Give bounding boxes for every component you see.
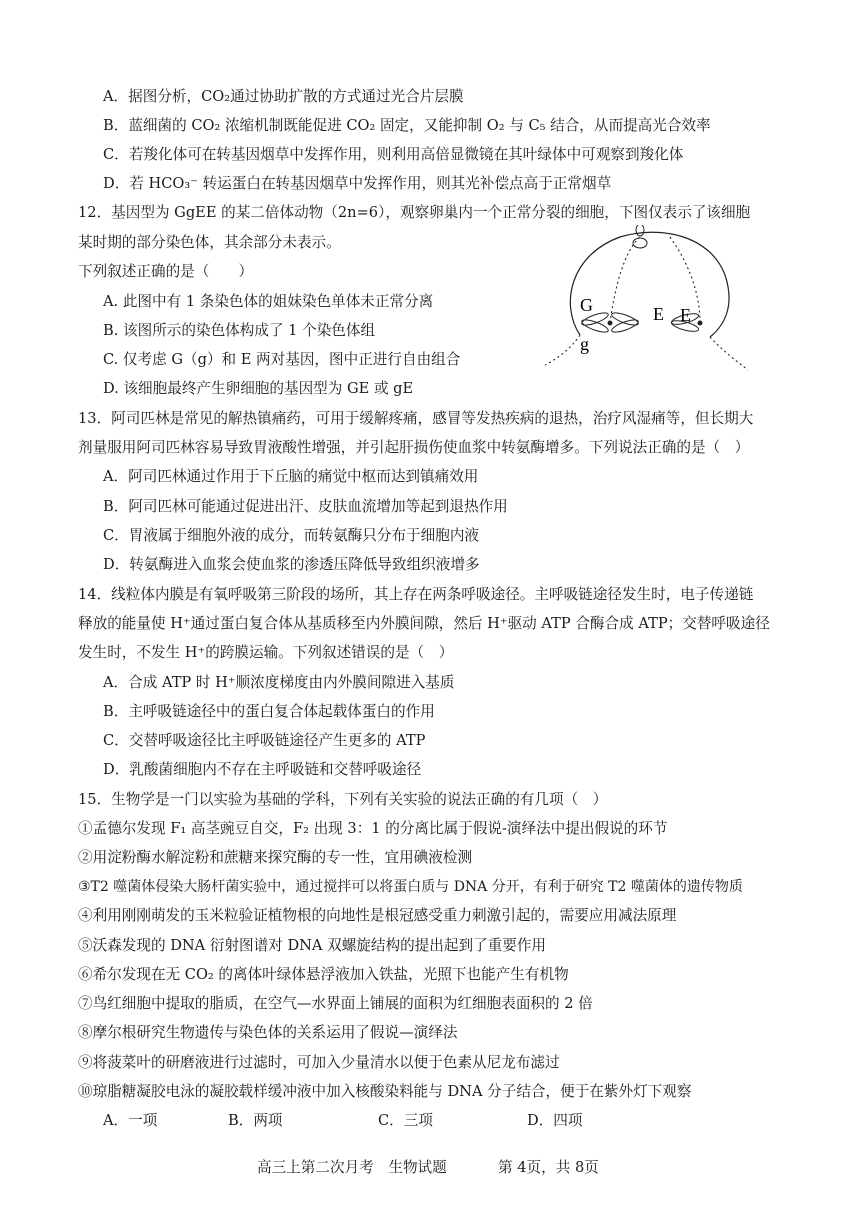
q13-option-d: D．转氨酶进入血浆会使血浆的渗透压降低导致组织液增多 — [103, 556, 480, 573]
q14-option-a: A．合成 ATP 时 H⁺顺浓度梯度由内外膜间隙进入基质 — [103, 674, 455, 691]
q15-item-10: ⑩琼脂糖凝胶电泳的凝胶载样缓冲液中加入核酸染料能与 DNA 分子结合，便于在紫外灯下观察 — [78, 1083, 692, 1100]
gene-label-E2: E — [680, 305, 691, 325]
q11-option-a: A．据图分析，CO₂通过协助扩散的方式通过光合片层膜 — [103, 88, 464, 105]
q12-stem-line-1: 12．基因型为 GgEE 的某二倍体动物（2n=6），观察卵巢内一个正常分裂的细胞，下图仅表示了该细胞 — [78, 204, 751, 221]
q14-option-d: D．乳酸菌细胞内不存在主呼吸链和交替呼吸途径 — [103, 761, 422, 778]
q13-option-b: B．阿司匹林可能通过促进出汗、皮肤血流增加等起到退热作用 — [103, 498, 508, 515]
q15-item-8: ⑧摩尔根研究生物遗传与染色体的关系运用了假说—演绎法 — [78, 1024, 458, 1041]
footer-exam-title: 高三上第二次月考 生物试题 — [257, 1159, 447, 1176]
q11-option-b: B．蓝细菌的 CO₂ 浓缩机制既能促进 CO₂ 固定，又能抑制 O₂ 与 C₅ 结合，从而提高光合效率 — [103, 117, 711, 134]
q15-answer-a: A．一项 — [103, 1112, 158, 1129]
chromosome-diagram — [540, 225, 750, 375]
q14-stem-line-3: 发生时，不发生 H⁺的跨膜运输。下列叙述错误的是（ ） — [78, 644, 454, 661]
cell-figure — [540, 225, 750, 375]
gene-label-G: G — [580, 295, 593, 315]
q15-item-9: ⑨将菠菜叶的研磨液进行过滤时，可加入少量清水以便于色素从尼龙布滤过 — [78, 1054, 560, 1071]
q13-option-a: A．阿司匹林通过作用于下丘脑的痛觉中枢而达到镇痛效用 — [103, 468, 479, 485]
q12-option-a: A. 此图中有 1 条染色体的姐妹染色单体未正常分离 — [103, 293, 434, 310]
q14-stem-line-1: 14．线粒体内膜是有氧呼吸第三阶段的场所，其上存在两条呼吸途径。主呼吸链途径发生时，电子传递链 — [78, 586, 754, 603]
membrane-dashed-right — [710, 337, 748, 370]
q14-option-b: B．主呼吸链途径中的蛋白复合体起载体蛋白的作用 — [103, 703, 435, 720]
q11-option-c: C．若羧化体可在转基因烟草中发挥作用，则利用高倍显微镜在其叶绿体中可观察到羧化体 — [103, 146, 684, 163]
q15-answer-c: C．三项 — [378, 1112, 433, 1129]
q15-item-1: ①孟德尔发现 F₁ 高茎豌豆自交，F₂ 出现 3：1 的分离比属于假说-演绎法中提出假说的环节 — [78, 820, 668, 837]
q15-answer-d: D．四项 — [527, 1112, 583, 1129]
q13-stem-line-2: 剂量服用阿司匹林容易导致胃液酸性增强，并引起肝损伤使血浆中转氨酶增多。下列说法正确的是（ ） — [78, 439, 750, 456]
q15-answer-b: B．两项 — [228, 1112, 283, 1129]
q15-item-5: ⑤沃森发现的 DNA 衍射图谱对 DNA 双螺旋结构的提出起到了重要作用 — [78, 937, 547, 954]
q15-item-6: ⑥希尔发现在无 CO₂ 的离体叶绿体悬浮液加入铁盐，光照下也能产生有机物 — [78, 966, 569, 983]
q12-option-d: D. 该细胞最终产生卵细胞的基因型为 GE 或 gE — [103, 380, 414, 397]
gene-label-g: g — [580, 334, 589, 354]
q12-stem-line-2: 某时期的部分染色体，其余部分未表示。 — [78, 234, 341, 251]
footer-page-number: 第 4页，共 8页 — [498, 1159, 599, 1176]
q11-option-d: D．若 HCO₃⁻ 转运蛋白在转基因烟草中发挥作用，则其光补偿点高于正常烟草 — [103, 175, 612, 192]
q12-prompt: 下列叙述正确的是（ ） — [78, 263, 254, 280]
q14-stem-line-2: 释放的能量使 H⁺通过蛋白复合体从基质移至内外膜间隙，然后 H⁺驱动 ATP 合酶合成 ATP；交替呼吸途径 — [78, 615, 770, 632]
spindle-fiber-left — [610, 237, 640, 323]
q15-item-4: ④利用刚刚萌发的玉米粒验证植物根的向地性是根冠感受重力刺激引起的，需要应用减法原理 — [78, 907, 677, 924]
q13-stem-line-1: 13．阿司匹林是常见的解热镇痛药，可用于缓解疼痛，感冒等发热疾病的退热，治疗风湿痛等，但长期大 — [78, 410, 754, 427]
q15-item-2: ②用淀粉酶水解淀粉和蔗糖来探究酶的专一性，宜用碘液检测 — [78, 849, 473, 866]
q15-item-3: ③T2 噬菌体侵染大肠杆菌实验中，通过搅拌可以将蛋白质与 DNA 分开，有利于研究 T2 噬菌体的遗传物质 — [78, 879, 743, 895]
gene-label-E1: E — [653, 304, 664, 324]
q15-item-7: ⑦鸟红细胞中提取的脂质，在空气—水界面上铺展的面积为红细胞表面积的 2 倍 — [78, 995, 593, 1012]
q13-option-c: C．胃液属于细胞外液的成分，而转氨酶只分布于细胞内液 — [103, 527, 480, 544]
q12-option-b: B. 该图所示的染色体构成了 1 个染色体组 — [103, 322, 376, 339]
top-chromatid-1 — [636, 225, 644, 236]
q14-option-c: C．交替呼吸途径比主呼吸链途径产生更多的 ATP — [103, 732, 426, 749]
membrane-dashed-left — [545, 335, 580, 365]
q12-option-c: C. 仅考虑 G（g）和 E 两对基因，图中正进行自由组合 — [103, 351, 461, 368]
top-chromatid-2 — [633, 238, 647, 248]
q15-stem: 15．生物学是一门以实验为基础的学科，下列有关实验的说法正确的有几项（ ） — [78, 791, 608, 808]
